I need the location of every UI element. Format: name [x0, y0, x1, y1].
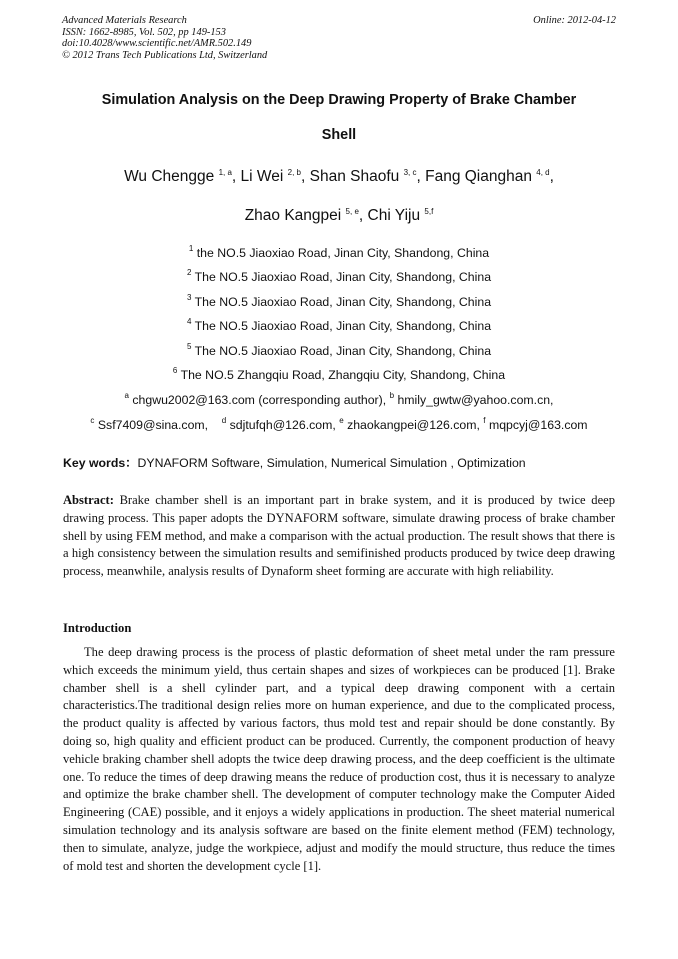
affiliation-number: 4: [186, 317, 192, 326]
keywords-label: Key words：: [63, 456, 138, 470]
introduction-paragraph: The deep drawing process is the process of plastic deformation of sheet metal under the ram pressure which exceeds the minimum yield, thus certain shapes and sizes of workpieces can be produced [1]. Brake chamber shell is a shell cylinder part, and a typical deep drawing component with a certain characteristics.The traditional design relies more on human experience, and due to the complicated process, the product quality is affected by various factors, thus mold test and repair should be done constantly. By doing so, high quality and efficient product can be produced. Currently, the component production of heavy vehicle braking chamber shell adopts the twice deep drawing process, and the deep coefficient is the ultimate one. To reduce the times of deep drawing means the reduce of production cost, thus it is necessary to analyze and optimize the brake chamber shell. The development of computer technology make the Computer Aided Engineering (CAE) possible, and it enjoys a widely applications in production. The sheet material numerical simulation technology and its analysis software are based on the finite element method (FEM) technology, then to simulate, analyze, judge the workpiece, adjust and modify the mould structure, thus reduce the times of mold test and shorten the development cycle [1].: [63, 645, 615, 873]
email-text: zhaokangpei@126.com,: [347, 418, 480, 432]
affiliation-text: The NO.5 Jiaoxiao Road, Jinan City, Shandong, China: [194, 319, 492, 333]
author-affiliation-mark: 1, a: [218, 168, 232, 177]
affiliation-2: [0, 270, 678, 285]
affiliation-3: [0, 295, 678, 310]
paper-title-line-1: Simulation Analysis on the Deep Drawing Property of Brake Chamber: [101, 92, 577, 108]
affiliation-number: 5: [186, 342, 192, 351]
author-name: Zhao Kangpei: [244, 207, 342, 224]
email-mark: f: [483, 416, 486, 425]
affiliation-number: 6: [172, 366, 178, 375]
email-mark: b: [389, 391, 395, 400]
journal-name: Advanced Materials Research: [62, 15, 187, 26]
email-text: mqpcyj@163.com: [488, 418, 588, 432]
affiliation-text: The NO.5 Jiaoxiao Road, Jinan City, Shandong, China: [194, 295, 492, 309]
abstract-text: Brake chamber shell is an important part in brake system, and it is produced by twice deep drawing process. This paper adopts the DYNAFORM software, simulate drawing process of brake chamber shell by using FEM method, and make a comparison with the actual production. The result shows that there is a high consistency between the simulation results and semifinished products produced by twice deep drawing process, meanwhile, analysis results of Dynaform sheet forming are accurate with high reliability.: [63, 493, 615, 579]
email-line-2: [0, 418, 678, 433]
author-affiliation-mark: 2, b: [287, 168, 301, 177]
author-name: Chi Yiju: [367, 207, 421, 224]
affiliation-1: [0, 246, 678, 261]
author-name: Shan Shaofu: [309, 168, 400, 185]
email-text: chgwu2002@163.com (corresponding author),: [132, 393, 387, 407]
email-mark: e: [339, 416, 344, 425]
affiliation-text: The NO.5 Zhangqiu Road, Zhangqiu City, Shandong, China: [180, 368, 506, 382]
author-name: Li Wei: [240, 168, 284, 185]
author-affiliation-mark: 5,f: [424, 207, 434, 216]
author-name: Wu Chengge: [124, 168, 215, 185]
affiliation-number: 2: [186, 268, 192, 277]
author-affiliation-mark: 4, d: [536, 168, 550, 177]
keywords-line: [63, 456, 526, 471]
online-date: Online: 2012-04-12: [533, 15, 616, 26]
paper-title-line-2: Shell: [321, 127, 357, 143]
affiliation-number: 1: [188, 244, 194, 253]
author-affiliation-mark: 3, c: [403, 168, 417, 177]
email-line-1: [0, 393, 678, 408]
affiliation-number: 3: [186, 293, 192, 302]
email-mark: c: [90, 416, 95, 425]
journal-header: [62, 15, 616, 61]
email-text: Ssf7409@sina.com,: [97, 418, 209, 432]
affiliation-6: [0, 368, 678, 383]
affiliation-text: the NO.5 Jiaoxiao Road, Jinan City, Shandong, China: [196, 246, 490, 260]
author-line-1: Wu Chengge $^{1, a}$, Li Wei $^{2, b}$, Shan Shaofu $^{3, c}$, Fang Qianghan $^{4, d}$,: [124, 168, 554, 185]
issn-line: ISSN: 1662-8985, Vol. 502, pp 149-153: [62, 26, 226, 38]
introduction-heading: Introduction: [63, 621, 132, 635]
abstract-paragraph: [63, 492, 615, 581]
abstract-label: Abstract:: [63, 493, 114, 507]
email-text: hmily_gwtw@yahoo.com.cn,: [397, 393, 554, 407]
email-mark: a: [124, 391, 129, 400]
author-line-2: Zhao Kangpei $^{5, e}$, Chi Yiju $^{5,f}$: [244, 207, 434, 224]
affiliation-text: The NO.5 Jiaoxiao Road, Jinan City, Shandong, China: [194, 344, 492, 358]
author-name: Fang Qianghan: [425, 168, 532, 185]
affiliation-4: [0, 319, 678, 334]
keywords-text: DYNAFORM Software, Simulation, Numerical Simulation , Optimization: [137, 456, 526, 470]
copyright-line: © 2012 Trans Tech Publications Ltd, Switzerland: [62, 49, 268, 61]
doi-line: doi:10.4028/www.scientific.net/AMR.502.149: [62, 38, 252, 49]
email-mark: d: [221, 416, 227, 425]
email-text: sdjtufqh@126.com,: [229, 418, 336, 432]
affiliation-text: The NO.5 Jiaoxiao Road, Jinan City, Shandong, China: [194, 270, 492, 284]
affiliation-5: [0, 344, 678, 359]
author-affiliation-mark: 5, e: [345, 207, 359, 216]
